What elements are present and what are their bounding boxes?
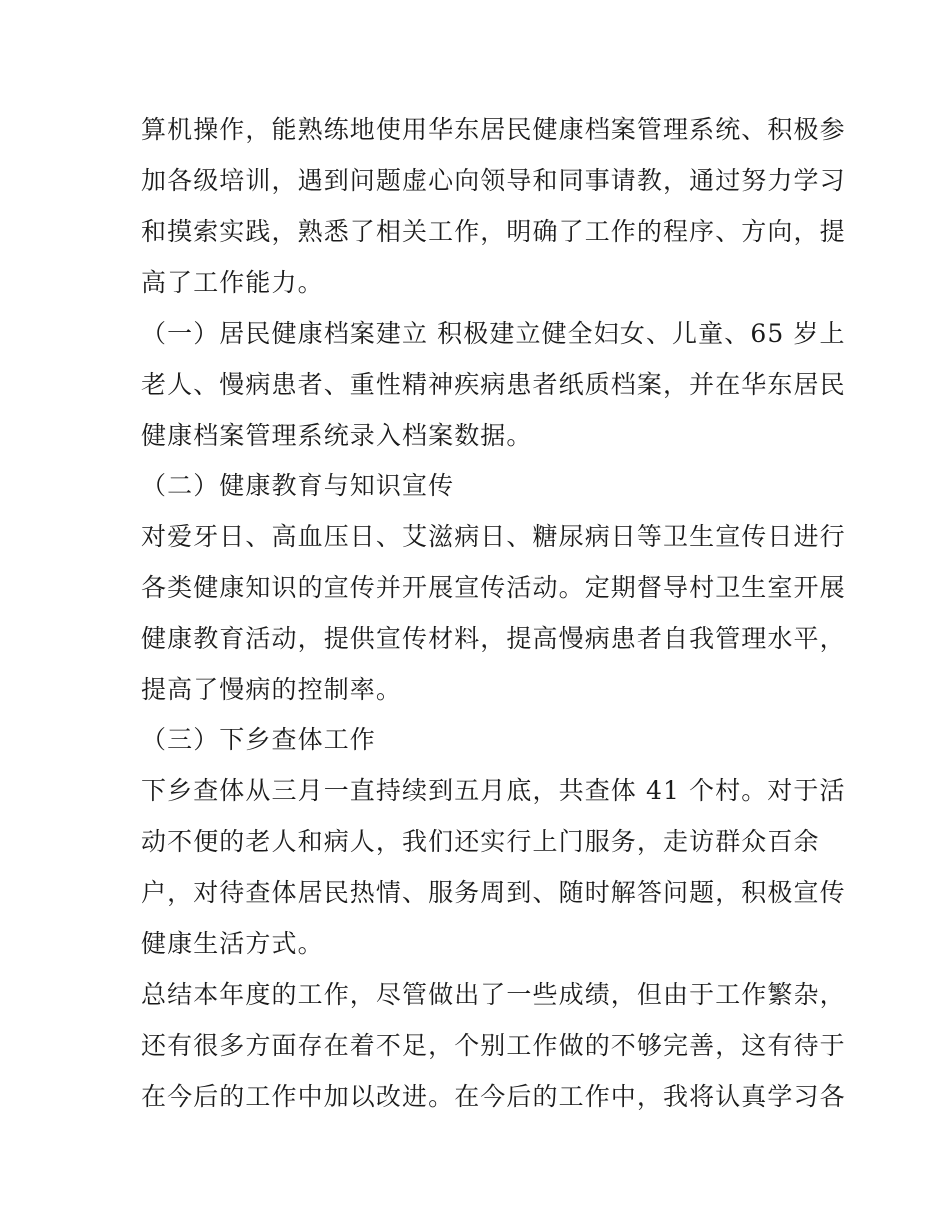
text-line: 健康教育活动，提供宣传材料，提高慢病患者自我管理水平， (141, 624, 846, 653)
text-line: 下乡查体从三月一直持续到五月底，共查体 41 个村。对于活 (141, 776, 846, 805)
text-line: 健康生活方式。 (141, 929, 324, 958)
section-heading-3: （三）下乡查体工作 (141, 725, 376, 754)
text-line: 健康档案管理系统录入档案数据。 (141, 421, 533, 450)
text-line: 在今后的工作中加以改进。在今后的工作中，我将认真学习各 (141, 1082, 846, 1111)
text-line: 加各级培训，遇到问题虚心向领导和同事请教，通过努力学习 (141, 166, 846, 195)
text-line: 还有很多方面存在着不足，个别工作做的不够完善，这有待于 (141, 1031, 846, 1060)
text-line: 各类健康知识的宣传并开展宣传活动。定期督导村卫生室开展 (141, 573, 846, 602)
text-line: 老人、慢病患者、重性精神疾病患者纸质档案，并在华东居民 (141, 370, 846, 399)
section-heading-2: （二）健康教育与知识宣传 (141, 471, 455, 500)
text-line: 高了工作能力。 (141, 268, 324, 297)
text-line: 算机操作，能熟练地使用华东居民健康档案管理系统、积极参 (141, 115, 846, 144)
section-heading-1: （一）居民健康档案建立 积极建立健全妇女、儿童、65 岁上 (141, 319, 846, 348)
text-line: 和摸索实践，熟悉了相关工作，明确了工作的程序、方向，提 (141, 217, 846, 246)
text-line: 总结本年度的工作，尽管做出了一些成绩，但由于工作繁杂， (141, 980, 846, 1009)
text-line: 动不便的老人和病人，我们还实行上门服务，走访群众百余 (141, 827, 820, 856)
text-line: 提高了慢病的控制率。 (141, 675, 403, 704)
text-line: 对爱牙日、高血压日、艾滋病日、糖尿病日等卫生宣传日进行 (141, 522, 846, 551)
text-line: 户，对待查体居民热情、服务周到、随时解答问题，积极宣传 (141, 878, 846, 907)
